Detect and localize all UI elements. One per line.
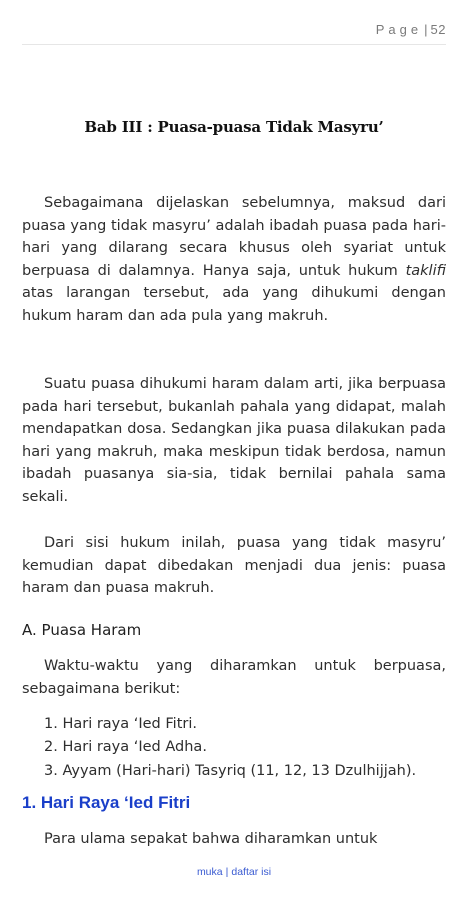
- paragraph-1-text-b: atas larangan tersebut, ada yang dihukumi dengan hukum haram dan ada pula yang makruh.: [22, 285, 446, 324]
- list-item: 1. Hari raya ‘Ied Fitri.: [44, 716, 197, 732]
- page-number: 52: [430, 22, 446, 37]
- chapter-title: Bab III : Puasa-puasa Tidak Masyru’: [84, 118, 384, 136]
- paragraph-4: [22, 655, 446, 700]
- section-a-heading: A. Puasa Haram: [22, 621, 142, 639]
- footer-separator: |: [225, 866, 229, 878]
- paragraph-5-text: Para ulama sepakat bahwa diharamkan untuk: [44, 831, 378, 847]
- list-item: 2. Hari raya ‘Ied Adha.: [44, 739, 207, 756]
- home-link[interactable]: muka: [196, 866, 223, 878]
- list-item: 3. Ayyam (Hari-hari) Tasyriq (11, 12, 13 Dzulhijjah).: [44, 762, 417, 779]
- paragraph-5: [22, 828, 446, 851]
- paragraph-1-italic-term: taklifi: [405, 262, 446, 279]
- header-divider: [22, 44, 446, 45]
- subsection-heading: 1. Hari Raya ‘Ied Fitri: [22, 793, 191, 812]
- haram-days-list: [22, 713, 452, 783]
- paragraph-2: [22, 373, 446, 509]
- paragraph-2-text: Suatu puasa dihukumi haram dalam arti, jika berpuasa pada hari tersebut, bukanlah pahala yang didapat, malah mendapatkan dosa. Sedangkan jika puasa dilakukan pada hari yang makruh, maka meskipun tidak berdosa, namun ibadah puasanya sia-sia, tidak bernilai pahala sama sekali.: [22, 376, 446, 505]
- page-label: Page: [375, 22, 423, 37]
- paragraph-4-text: Waktu-waktu yang diharamkan untuk berpuasa, sebagaimana berikut:: [22, 658, 446, 697]
- paragraph-1-text-a: Sebagaimana dijelaskan sebelumnya, maksud dari puasa yang tidak masyru’ adalah ibadah puasa pada hari-hari yang dilarang secara khusus oleh syariat untuk berpuasa di dalamnya. Hanya saja, untuk hukum: [22, 195, 446, 279]
- page-separator: |: [424, 22, 428, 37]
- footer-nav: [0, 866, 468, 878]
- page-header: [376, 22, 446, 37]
- paragraph-3: [22, 532, 446, 600]
- paragraph-1: [22, 192, 446, 328]
- paragraph-3-text: Dari sisi hukum inilah, puasa yang tidak masyru’ kemudian dapat dibedakan menjadi dua jenis: puasa haram dan puasa makruh.: [22, 535, 446, 597]
- table-of-contents-link[interactable]: daftar isi: [231, 866, 272, 878]
